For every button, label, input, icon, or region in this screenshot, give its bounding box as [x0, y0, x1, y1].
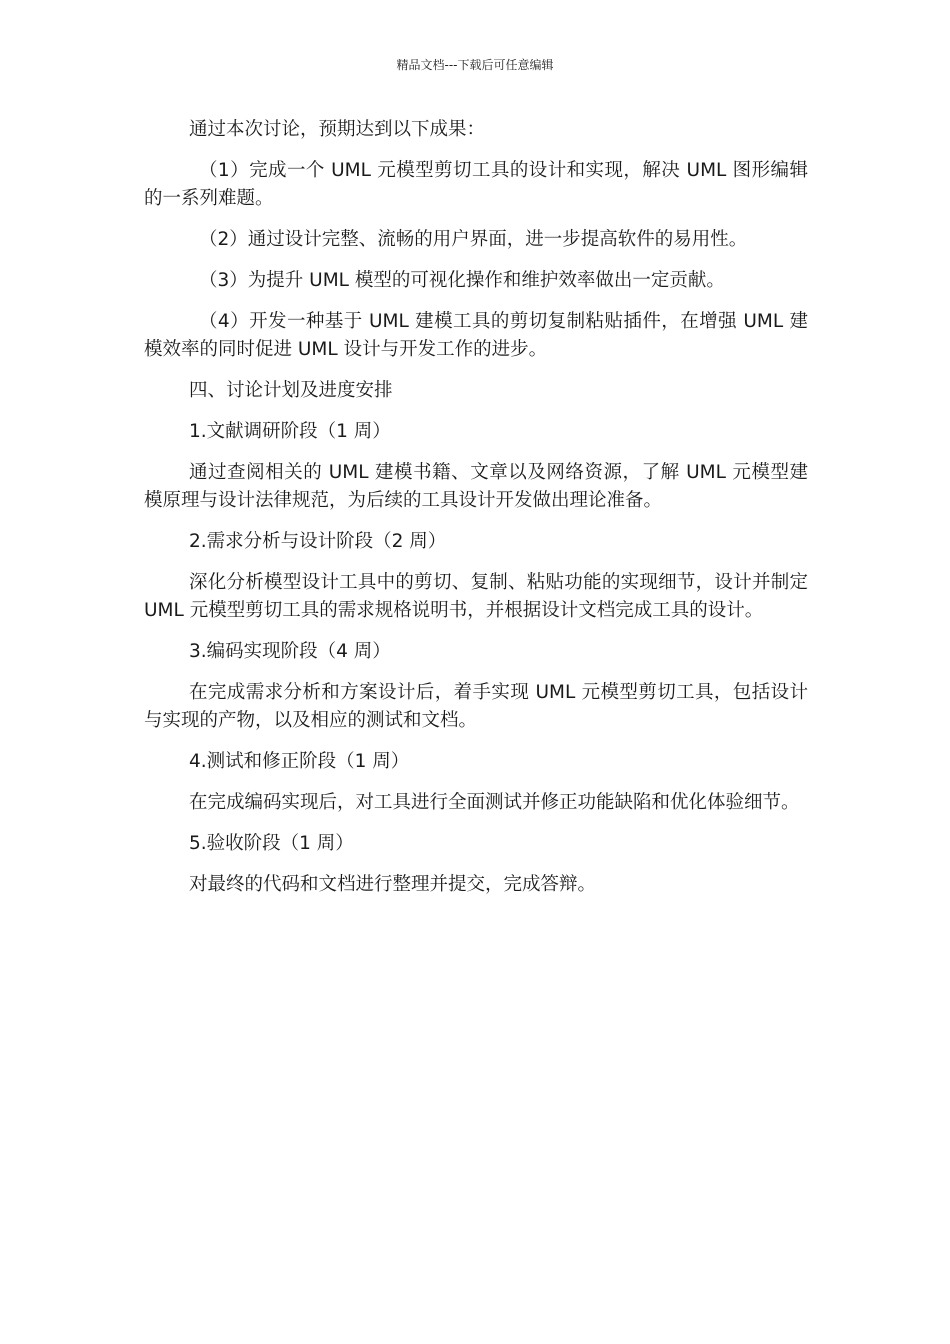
stage-body-2: 深化分析模型设计工具中的剪切、复制、粘贴功能的实现细节，设计并制定 UML 元模型剪切工具的需求规格说明书，并根据设计文档完成工具的设计。	[144, 572, 808, 621]
stage-heading-5: 5.验收阶段（1 周）	[189, 833, 354, 854]
page-header: 精品文档---下载后可任意编辑	[396, 58, 554, 72]
outcome-item-1: （1）完成一个 UML 元模型剪切工具的设计和实现，解决 UML 图形编辑的一系列难题。	[144, 160, 808, 209]
stage-body-1: 通过查阅相关的 UML 建模书籍、文章以及网络资源，了解 UML 元模型建模原理与设计法律规范，为后续的工具设计开发做出理论准备。	[144, 462, 808, 511]
stage-heading-2: 2.需求分析与设计阶段（2 周）	[189, 531, 447, 552]
outcome-item-4: （4）开发一种基于 UML 建模工具的剪切复制粘贴插件，在增强 UML 建模效率的同时促进 UML 设计与开发工作的进步。	[144, 311, 808, 360]
stage-body-5: 对最终的代码和文档进行整理并提交，完成答辩。	[189, 874, 597, 895]
outcome-item-3: （3）为提升 UML 模型的可视化操作和维护效率做出一定贡献。	[199, 270, 725, 291]
stage-heading-4: 4.测试和修正阶段（1 周）	[189, 751, 410, 772]
stage-body-4: 在完成编码实现后，对工具进行全面测试并修正功能缺陷和优化体验细节。	[189, 792, 800, 813]
stage-heading-3: 3.编码实现阶段（4 周）	[189, 641, 391, 662]
intro-paragraph: 通过本次讨论，预期达到以下成果：	[189, 119, 486, 140]
section-heading-plan: 四、讨论计划及进度安排	[189, 380, 393, 401]
document-body	[144, 116, 808, 912]
outcome-item-2: （2）通过设计完整、流畅的用户界面，进一步提高软件的易用性。	[199, 229, 748, 250]
stage-body-3: 在完成需求分析和方案设计后，着手实现 UML 元模型剪切工具，包括设计与实现的产物，以及相应的测试和文档。	[144, 682, 808, 731]
stage-heading-1: 1.文献调研阶段（1 周）	[189, 421, 391, 442]
